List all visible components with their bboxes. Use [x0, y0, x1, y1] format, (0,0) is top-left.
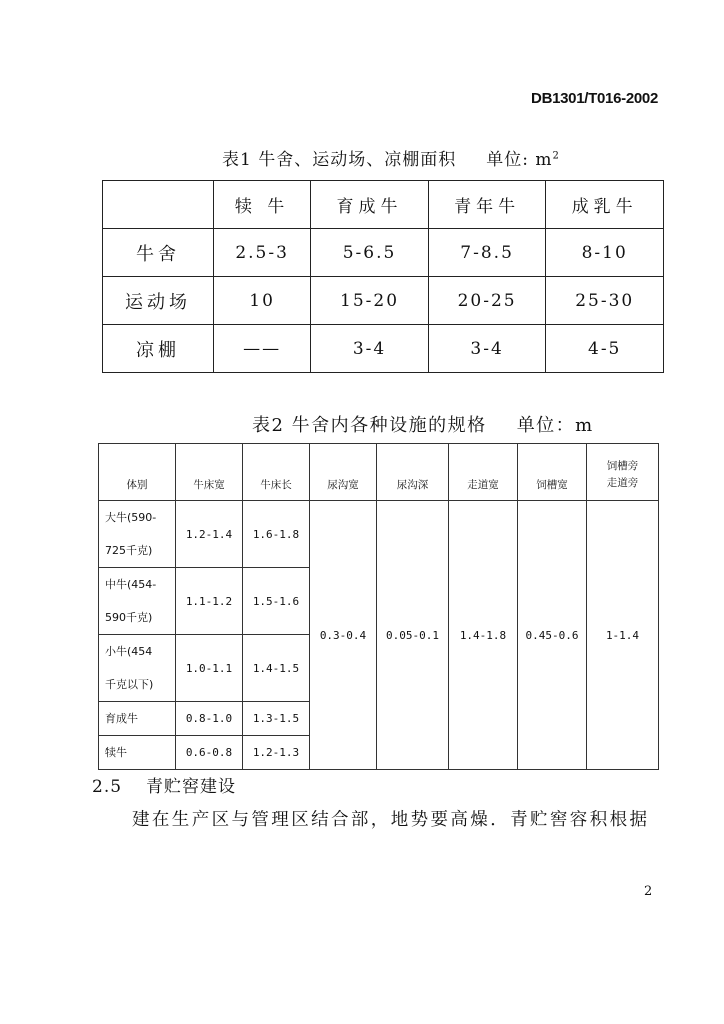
table2-cell: 1.2-1.3 — [243, 736, 310, 770]
type-line: 大牛(590- — [105, 511, 157, 524]
table1-col-header: 育成牛 — [311, 181, 429, 229]
table1-cell: 10 — [214, 277, 311, 325]
table2-col-header: 走道宽 — [449, 444, 518, 501]
type-line: 中牛(454- — [105, 578, 157, 591]
table2-col-header: 饲槽宽 — [518, 444, 587, 501]
table1-unit — [486, 150, 560, 170]
standard-code: DB1301/T016-2002 — [531, 90, 658, 107]
table1-cell: 3-4 — [428, 325, 546, 373]
table2-cell: 1.3-1.5 — [243, 702, 310, 736]
table2-col-header: 尿沟深 — [377, 444, 449, 501]
table1-row-label: 运动场 — [103, 277, 214, 325]
table2-row — [99, 501, 659, 568]
table1-unit-sup: 2 — [552, 150, 560, 162]
page-number: 2 — [644, 884, 653, 899]
table1-area — [102, 180, 664, 373]
table1-cell: —— — [214, 325, 311, 373]
type-line: 725千克) — [105, 544, 153, 557]
table2-col-header: 牛床宽 — [176, 444, 243, 501]
table1-cell: 7-8.5 — [428, 229, 546, 277]
table1-cell: 8-10 — [546, 229, 664, 277]
table2-shared-cell: 0.45-0.6 — [518, 501, 587, 770]
table2-type-cell — [99, 635, 176, 702]
table2-col-header: 尿沟宽 — [310, 444, 377, 501]
table1-cell: 15-20 — [311, 277, 429, 325]
table2-cell: 1.5-1.6 — [243, 568, 310, 635]
table1-col-header: 成乳牛 — [546, 181, 664, 229]
type-line: 小牛(454 — [105, 645, 153, 658]
table2-type-cell — [99, 568, 176, 635]
table2-type-cell: 犊牛 — [99, 736, 176, 770]
table2-shared-cell: 1-1.4 — [587, 501, 659, 770]
table1-row — [103, 229, 664, 277]
table2-cell: 0.8-1.0 — [176, 702, 243, 736]
table2-shared-cell: 1.4-1.8 — [449, 501, 518, 770]
table2-area — [98, 443, 659, 770]
table2-type-cell: 育成牛 — [99, 702, 176, 736]
table1-col-header: 青年牛 — [428, 181, 546, 229]
table1-cell: 4-5 — [546, 325, 664, 373]
table2-cell: 1.2-1.4 — [176, 501, 243, 568]
table1-cell: 3-4 — [311, 325, 429, 373]
table1-row-label: 牛舍 — [103, 229, 214, 277]
table1-col-header: 犊 牛 — [214, 181, 311, 229]
table1-cell: 25-30 — [546, 277, 664, 325]
table1-row — [103, 325, 664, 373]
table2-col-header: 饲槽旁 走道旁 — [587, 444, 659, 501]
table2-type-cell — [99, 501, 176, 568]
table1-title: 表1 牛舍、运动场、凉棚面积 — [222, 150, 457, 170]
section-heading — [92, 772, 236, 797]
table2-cell: 1.1-1.2 — [176, 568, 243, 635]
table2-header-row — [99, 444, 659, 501]
section-title: 青贮窖建设 — [146, 777, 237, 797]
table1-caption — [222, 145, 560, 170]
body-paragraph: 建在生产区与管理区结合部，地势要高燥．青贮窖容积根据 — [132, 810, 650, 830]
table1-unit-label: 单位: m — [486, 150, 553, 170]
table2-unit: 单位：m — [516, 415, 594, 436]
table2-caption — [252, 411, 594, 437]
table1-cell: 5-6.5 — [311, 229, 429, 277]
table2-cell: 1.0-1.1 — [176, 635, 243, 702]
table2-title: 表2 牛舍内各种设施的规格 — [252, 415, 487, 436]
table1-corner-cell — [103, 181, 214, 229]
table2-col-header: 体别 — [99, 444, 176, 501]
table2-shared-cell: 0.3-0.4 — [310, 501, 377, 770]
table2-shared-cell: 0.05-0.1 — [377, 501, 449, 770]
table1-cell: 20-25 — [428, 277, 546, 325]
table1-row-label: 凉棚 — [103, 325, 214, 373]
table2-cell: 1.6-1.8 — [243, 501, 310, 568]
table1-header-row — [103, 181, 664, 229]
table2-cell: 1.4-1.5 — [243, 635, 310, 702]
type-line: 千克以下) — [105, 678, 154, 691]
table2-col-header: 牛床长 — [243, 444, 310, 501]
table1-row — [103, 277, 664, 325]
table2-cell: 0.6-0.8 — [176, 736, 243, 770]
table1-cell: 2.5-3 — [214, 229, 311, 277]
section-number: 2.5 — [92, 777, 123, 797]
type-line: 590千克) — [105, 611, 153, 624]
